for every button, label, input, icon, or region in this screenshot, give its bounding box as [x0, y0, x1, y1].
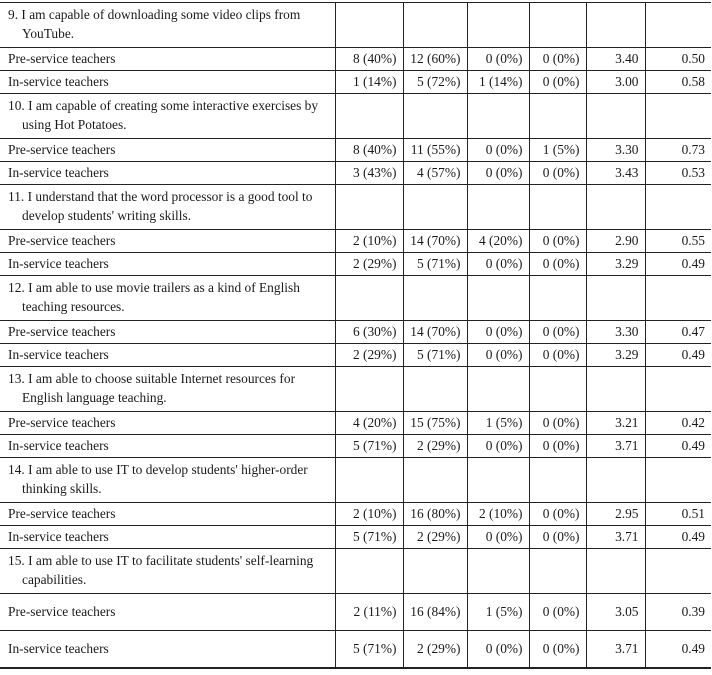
statement-cell: 13. I am able to choose suitable Internet resources for English language teaching.	[0, 367, 335, 412]
mean-cell: 3.21	[586, 412, 645, 435]
sd-cell: 0.49	[645, 526, 711, 549]
table-row	[0, 344, 711, 367]
col2-cell: 16 (80%)	[403, 503, 467, 526]
sd-cell: 0.49	[645, 435, 711, 458]
col3-cell: 4 (20%)	[467, 230, 529, 253]
sd-cell: 0.55	[645, 230, 711, 253]
statement-row	[0, 549, 711, 594]
col2-cell: 2 (29%)	[403, 526, 467, 549]
col2-cell: 14 (70%)	[403, 230, 467, 253]
sd-cell: 0.50	[645, 48, 711, 71]
table-row	[0, 48, 711, 71]
sd-cell: 0.42	[645, 412, 711, 435]
statement-row	[0, 276, 711, 321]
group-label: Pre-service teachers	[0, 48, 335, 71]
col3-cell: 2 (10%)	[467, 503, 529, 526]
col4-cell: 0 (0%)	[529, 230, 586, 253]
col2-cell: 5 (72%)	[403, 71, 467, 94]
table-row	[0, 412, 711, 435]
sd-cell: 0.49	[645, 631, 711, 669]
group-label: Pre-service teachers	[0, 594, 335, 631]
statement-cell: 14. I am able to use IT to develop students' higher-order thinking skills.	[0, 458, 335, 503]
mean-cell: 3.71	[586, 631, 645, 669]
group-label: In-service teachers	[0, 253, 335, 276]
col1-cell: 8 (40%)	[335, 48, 403, 71]
col1-cell: 2 (11%)	[335, 594, 403, 631]
sd-cell: 0.39	[645, 594, 711, 631]
table-row	[0, 71, 711, 94]
table-row	[0, 435, 711, 458]
statement-row	[0, 458, 711, 503]
statement-cell: 9. I am capable of downloading some video clips from YouTube.	[0, 3, 335, 48]
table-row	[0, 631, 711, 669]
col4-cell: 0 (0%)	[529, 162, 586, 185]
col2-cell: 11 (55%)	[403, 139, 467, 162]
col4-cell: 0 (0%)	[529, 71, 586, 94]
sd-cell: 0.49	[645, 344, 711, 367]
statement-row	[0, 367, 711, 412]
statement-cell: 12. I am able to use movie trailers as a kind of English teaching resources.	[0, 276, 335, 321]
table-row	[0, 503, 711, 526]
col2-cell: 5 (71%)	[403, 253, 467, 276]
col3-cell: 0 (0%)	[467, 162, 529, 185]
mean-cell: 3.29	[586, 253, 645, 276]
group-label: Pre-service teachers	[0, 230, 335, 253]
col4-cell: 0 (0%)	[529, 594, 586, 631]
sd-cell: 0.73	[645, 139, 711, 162]
statement-row	[0, 185, 711, 230]
col4-cell: 0 (0%)	[529, 503, 586, 526]
sd-cell: 0.47	[645, 321, 711, 344]
col1-cell: 6 (30%)	[335, 321, 403, 344]
col1-cell: 4 (20%)	[335, 412, 403, 435]
group-label: In-service teachers	[0, 71, 335, 94]
group-label: In-service teachers	[0, 631, 335, 669]
statement-row	[0, 3, 711, 48]
group-label: In-service teachers	[0, 162, 335, 185]
group-label: In-service teachers	[0, 526, 335, 549]
col3-cell: 0 (0%)	[467, 526, 529, 549]
col4-cell: 0 (0%)	[529, 631, 586, 669]
col1-cell: 3 (43%)	[335, 162, 403, 185]
table-row	[0, 594, 711, 631]
col2-cell: 12 (60%)	[403, 48, 467, 71]
col3-cell: 1 (5%)	[467, 594, 529, 631]
col1-cell: 2 (29%)	[335, 344, 403, 367]
col3-cell: 0 (0%)	[467, 139, 529, 162]
col1-cell: 2 (29%)	[335, 253, 403, 276]
col1-cell: 5 (71%)	[335, 526, 403, 549]
col2-cell: 4 (57%)	[403, 162, 467, 185]
col3-cell: 0 (0%)	[467, 344, 529, 367]
mean-cell: 2.90	[586, 230, 645, 253]
table-row	[0, 253, 711, 276]
col2-cell: 5 (71%)	[403, 344, 467, 367]
sd-cell: 0.49	[645, 253, 711, 276]
col3-cell: 0 (0%)	[467, 48, 529, 71]
table-row	[0, 162, 711, 185]
col1-cell: 1 (14%)	[335, 71, 403, 94]
col2-cell: 2 (29%)	[403, 631, 467, 669]
col3-cell: 1 (5%)	[467, 412, 529, 435]
col4-cell: 1 (5%)	[529, 139, 586, 162]
col2-cell: 16 (84%)	[403, 594, 467, 631]
group-label: Pre-service teachers	[0, 321, 335, 344]
statement-cell: 15. I am able to use IT to facilitate students' self-learning capabilities.	[0, 549, 335, 594]
mean-cell: 3.43	[586, 162, 645, 185]
col3-cell: 0 (0%)	[467, 631, 529, 669]
mean-cell: 3.40	[586, 48, 645, 71]
group-label: In-service teachers	[0, 344, 335, 367]
mean-cell: 3.71	[586, 526, 645, 549]
group-label: Pre-service teachers	[0, 139, 335, 162]
col4-cell: 0 (0%)	[529, 412, 586, 435]
sd-cell: 0.58	[645, 71, 711, 94]
group-label: Pre-service teachers	[0, 503, 335, 526]
col1-cell: 2 (10%)	[335, 230, 403, 253]
col4-cell: 0 (0%)	[529, 321, 586, 344]
col3-cell: 0 (0%)	[467, 253, 529, 276]
survey-results-table	[0, 2, 711, 669]
col2-cell: 15 (75%)	[403, 412, 467, 435]
statement-cell: 11. I understand that the word processor is a good tool to develop students' writing skills.	[0, 185, 335, 230]
mean-cell: 3.30	[586, 139, 645, 162]
col1-cell: 2 (10%)	[335, 503, 403, 526]
group-label: In-service teachers	[0, 435, 335, 458]
group-label: Pre-service teachers	[0, 412, 335, 435]
col4-cell: 0 (0%)	[529, 48, 586, 71]
col3-cell: 1 (14%)	[467, 71, 529, 94]
col4-cell: 0 (0%)	[529, 435, 586, 458]
col1-cell: 8 (40%)	[335, 139, 403, 162]
statement-row	[0, 94, 711, 139]
table-row	[0, 526, 711, 549]
mean-cell: 3.29	[586, 344, 645, 367]
col1-cell: 5 (71%)	[335, 631, 403, 669]
mean-cell: 3.05	[586, 594, 645, 631]
statement-cell: 10. I am capable of creating some interactive exercises by using Hot Potatoes.	[0, 94, 335, 139]
col4-cell: 0 (0%)	[529, 526, 586, 549]
col4-cell: 0 (0%)	[529, 344, 586, 367]
sd-cell: 0.51	[645, 503, 711, 526]
col1-cell: 5 (71%)	[335, 435, 403, 458]
mean-cell: 3.30	[586, 321, 645, 344]
col3-cell: 0 (0%)	[467, 435, 529, 458]
col2-cell: 14 (70%)	[403, 321, 467, 344]
col2-cell: 2 (29%)	[403, 435, 467, 458]
table-row	[0, 230, 711, 253]
table-row	[0, 321, 711, 344]
sd-cell: 0.53	[645, 162, 711, 185]
mean-cell: 3.71	[586, 435, 645, 458]
mean-cell: 3.00	[586, 71, 645, 94]
table-row	[0, 139, 711, 162]
mean-cell: 2.95	[586, 503, 645, 526]
col4-cell: 0 (0%)	[529, 253, 586, 276]
col3-cell: 0 (0%)	[467, 321, 529, 344]
